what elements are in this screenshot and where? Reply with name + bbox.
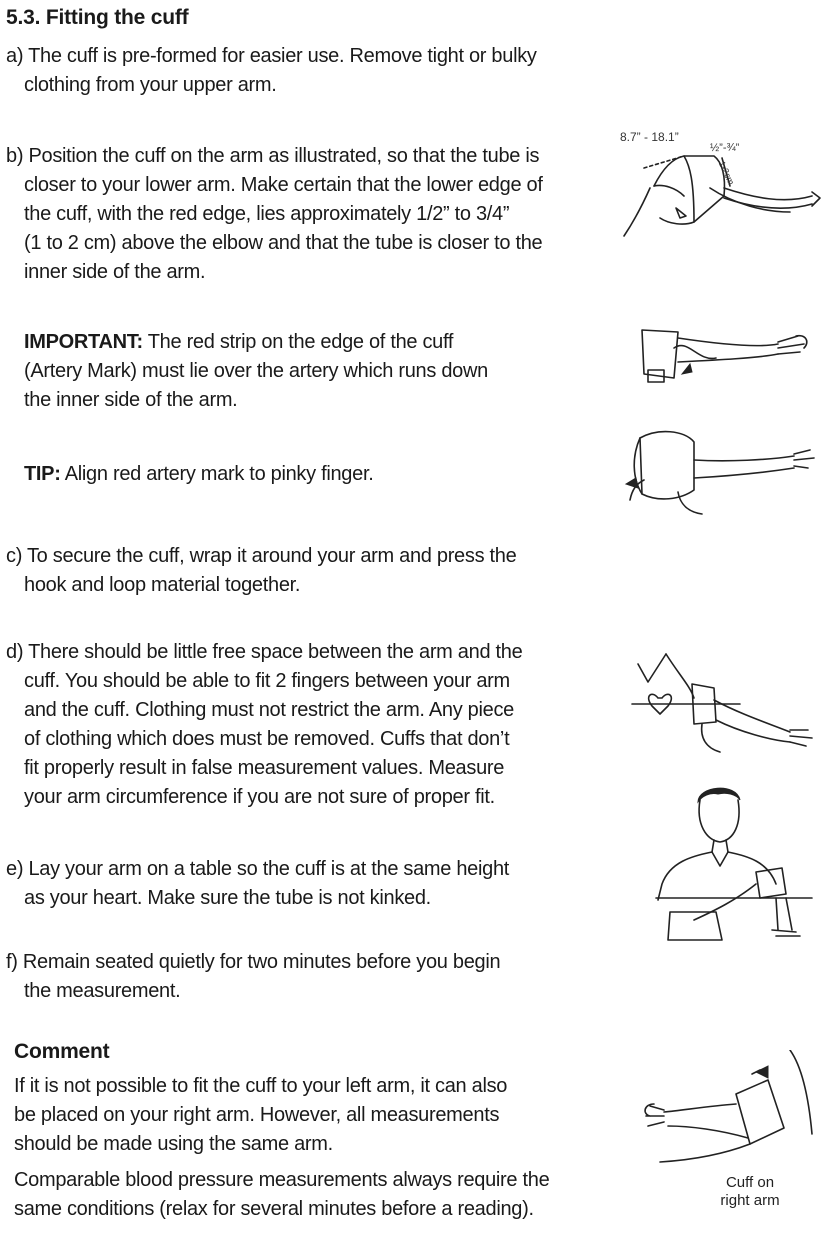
instruction-c: c) To secure the cuff, wrap it around your arm and press the hook and loop material together. — [6, 545, 517, 596]
seated-person-drawing — [636, 780, 816, 950]
item-label: d) — [6, 641, 24, 663]
tip-note: TIP: Align red artery mark to pinky finger. — [24, 463, 374, 485]
instruction-a: a) The cuff is pre-formed for easier use. Remove tight or bulky clothing from your upper arm. — [6, 45, 537, 96]
section-title: Fitting the cuff — [45, 6, 189, 29]
section-heading — [6, 6, 188, 30]
pinky-alignment-illustration — [618, 420, 818, 518]
cm-label: 1-2cm — [716, 159, 737, 187]
seated-person-illustration — [636, 780, 816, 950]
arm-with-cuff-drawing — [628, 318, 813, 390]
item-label: e) — [6, 858, 24, 880]
item-label: a) — [6, 45, 24, 67]
comment-paragraph-1: If it is not possible to fit the cuff to your left arm, it can also be placed on your right arm. However, all measurements should be made using the same arm. — [14, 1075, 508, 1155]
right-arm-cuff-illustration — [640, 1050, 825, 1209]
tip-label: TIP: — [24, 463, 61, 485]
cuff-wrap-drawing — [618, 420, 818, 518]
instruction-f: f) Remain seated quietly for two minutes before you begin the measurement. — [6, 951, 501, 1002]
arm-heart-drawing — [630, 648, 820, 754]
comment-heading: Comment — [14, 1040, 110, 1063]
important-label: IMPORTANT: — [24, 331, 143, 353]
figure-caption: Cuff on right arm — [720, 1174, 780, 1209]
arm-heart-illustration — [630, 648, 820, 754]
instruction-e: e) Lay your arm on a table so the cuff is at the same height as your heart. Make sure the tube is not kinked. — [6, 858, 510, 909]
right-arm-cuff-drawing — [640, 1050, 825, 1170]
circumference-label: 8.7” - 18.1” — [620, 130, 679, 144]
item-label: c) — [6, 545, 23, 567]
item-label: f) — [6, 951, 18, 973]
comment-paragraph-2: Comparable blood pressure measurements always require the same conditions (relax for several minutes before a reading). — [14, 1169, 550, 1220]
distance-label: ½”-¾” — [710, 142, 740, 154]
cuff-position-illustration — [614, 126, 824, 246]
important-note: IMPORTANT: The red strip on the edge of the cuff (Artery Mark) must lie over the artery which runs down the inner side of the arm. — [24, 331, 488, 411]
instruction-b: b) Position the cuff on the arm as illustrated, so that the tube is closer to your lower arm. Make certain that the lower edge of the cuff, with the red edge, lies approximately 1/2” to 3/4” (1 to 2 cm) above the elbow and that the tube is closer to the inner side of the arm. — [6, 145, 543, 283]
artery-mark-illustration — [628, 318, 813, 390]
section-number: 5.3. — [6, 6, 41, 29]
instruction-d: d) There should be little free space between the arm and the cuff. You should be able to fit 2 fingers between your arm and the cuff. Clothing must not restrict the arm. Any piece of clothing which does must be removed. Cuffs that don’t fit properly result in false measurement values. Measure your arm circumference if you are not sure of proper fit. — [6, 641, 523, 808]
item-label: b) — [6, 145, 24, 167]
